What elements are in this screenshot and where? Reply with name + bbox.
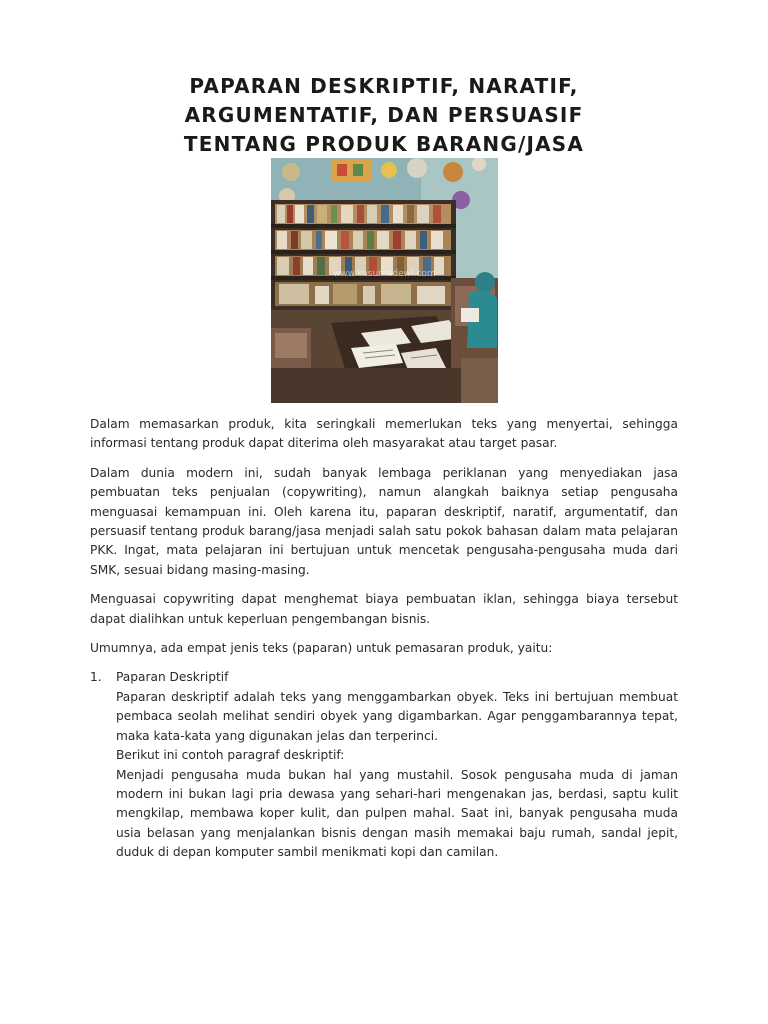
photo-watermark: www.kusumadewi.com	[333, 269, 436, 279]
bookshelf-photo	[271, 158, 498, 403]
paragraph-1: Dalam memasarkan produk, kita seringkali memerlukan teks yang menyertai, sehingga informasi tentang produk dapat diterima oleh masyarakat atau target pasar.	[90, 417, 678, 451]
title-line-2: ARGUMENTATIF, DAN PERSUASIF	[184, 103, 584, 127]
paragraph-2: Dalam dunia modern ini, sudah banyak lembaga periklanan yang menyediakan jasa pembuatan teks penjualan (copywriting), namun alangkah baiknya setiap pengusaha menguasai kemampuan ini. Oleh karena itu, paparan deskriptif, naratif, argumentatif, dan persuasif tentang produk barang/jasa menjadi salah satu pokok bahasan dalam mata pelajaran PKK. Ingat, mata pelajaran ini bertujuan untuk mencetak pengusaha-pengusaha muda dari SMK, sesuai bidang masing-masing.	[90, 465, 678, 577]
list-item-example-intro: Berikut ini contoh paragraf deskriptif:	[116, 748, 345, 763]
list-item-example: Menjadi pengusaha muda bukan hal yang mustahil. Sosok pengusaha muda di jaman modern ini bukan lagi pria dewasa yang sehari-hari mengenakan jas, berdasi, saptu kulit mengkilap, membawa koper kulit, dan pulpen mahal. Saat ini, banyak pengusaha muda usia belasan yang menjalankan bisnis dengan masih memakai baju rumah, sandal jepit, duduk di depan komputer sambil menikmati kopi dan camilan.	[116, 767, 678, 860]
document-body	[90, 415, 678, 863]
document-title	[90, 72, 678, 159]
title-line-1: PAPARAN DESKRIPTIF, NARATIF,	[189, 74, 579, 98]
paragraph-4: Umumnya, ada empat jenis teks (paparan) untuk pemasaran produk, yaitu:	[90, 641, 553, 656]
title-line-3: TENTANG PRODUK BARANG/JASA	[183, 132, 585, 156]
list-item-definition: Paparan deskriptif adalah teks yang menggambarkan obyek. Teks ini bertujuan membuat pembaca seolah melihat sendiri obyek yang digambarkan. Agar penggambarannya tepat, maka kata-kata yang digunakan jelas dan terperinci.	[116, 689, 678, 743]
list-item-title: Paparan Deskriptif	[116, 670, 229, 685]
list-item	[90, 668, 678, 862]
text-type-list	[90, 668, 678, 862]
paragraph-3: Menguasai copywriting dapat menghemat biaya pembuatan iklan, sehingga biaya tersebut dapat dialihkan untuk keperluan pengembangan bisnis.	[90, 592, 678, 626]
list-item-number: 1.	[90, 670, 102, 685]
